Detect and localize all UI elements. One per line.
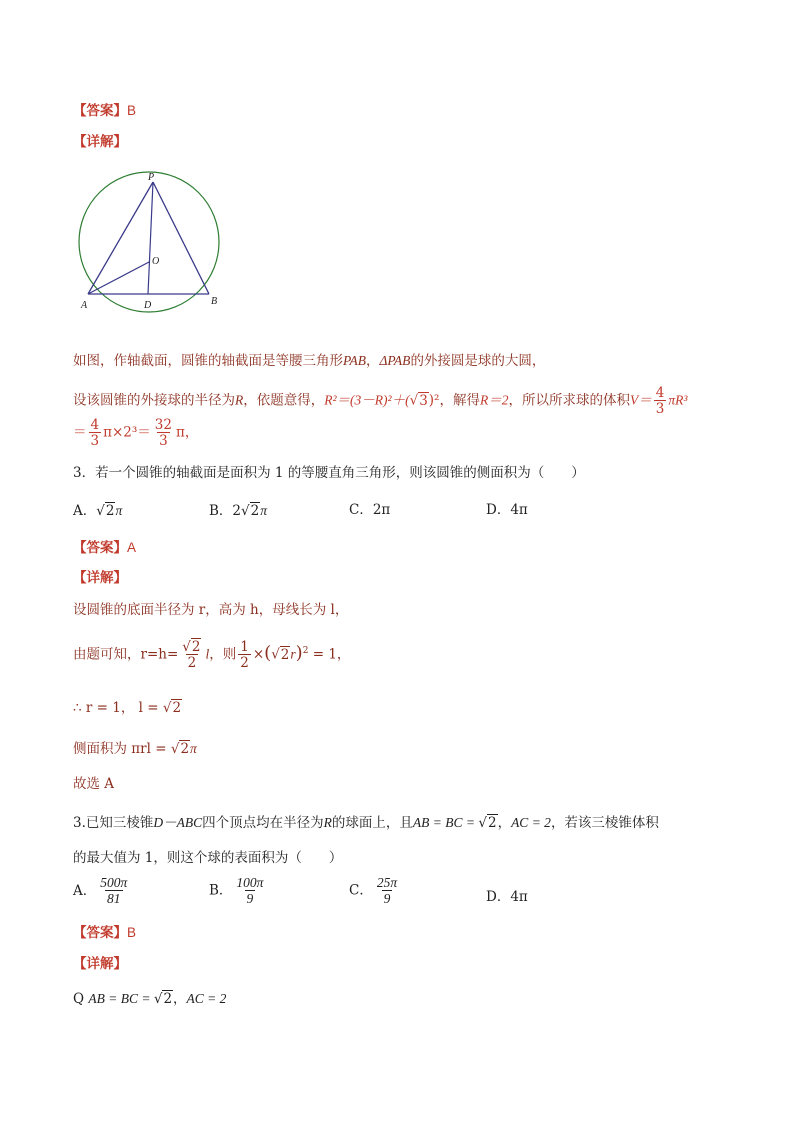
text: ， xyxy=(497,815,512,831)
answer-value: A xyxy=(127,540,137,555)
label-d: D xyxy=(144,300,152,311)
equation: AC = 2 xyxy=(186,991,227,1006)
text: Q xyxy=(73,991,89,1007)
denominator: 9 xyxy=(246,891,254,907)
text: 3.已知三棱锥 xyxy=(73,815,154,831)
equation: AC = 2 xyxy=(511,815,551,830)
fraction xyxy=(89,418,102,448)
radius-symbol: R xyxy=(235,392,244,408)
answer-row-2 xyxy=(73,541,136,556)
denominator: 9 xyxy=(383,891,391,907)
answer-tag: 【答案】 xyxy=(73,103,127,119)
sqrt-value: 2 xyxy=(105,503,115,519)
label-p: P xyxy=(148,172,155,183)
text: = 1， xyxy=(312,646,351,663)
coefficient: 2 xyxy=(232,503,242,519)
solution-1-line-1 xyxy=(73,354,545,369)
numerator: 4 xyxy=(655,385,665,401)
sqrt-value: 3 xyxy=(419,392,428,409)
answer-row-3 xyxy=(73,926,136,941)
result: R＝2 xyxy=(479,392,509,408)
answer-tag: 【答案】 xyxy=(73,540,127,556)
denominator: 3 xyxy=(655,401,665,418)
pi: π xyxy=(190,741,197,756)
sqrt-value: 2 xyxy=(280,646,290,663)
option-label: A． xyxy=(73,882,97,899)
text: ，所以所求球的体积 xyxy=(508,392,630,409)
sqrt-value: 2 xyxy=(172,700,182,716)
pyramid-name: D－ABC xyxy=(153,815,203,830)
sqrt-value: 2 xyxy=(487,815,497,831)
option-c[interactable] xyxy=(349,876,401,906)
option-label: A． xyxy=(73,503,97,519)
question-3a-text: 3．若一个圆锥的轴截面是面积为 1 的等腰直角三角形，则该圆锥的侧面积为（ ） xyxy=(73,465,585,481)
option-label: B． xyxy=(209,503,233,519)
text: ＝ xyxy=(73,424,87,441)
sqrt-value: 2 xyxy=(250,503,260,519)
option-d[interactable]: D．4π xyxy=(486,502,528,518)
variable: r xyxy=(290,646,296,662)
fraction: $\frac{√2}{2}$ xyxy=(182,639,201,672)
triangle-name: PAB xyxy=(343,353,366,368)
solution-2-line-5: 故选 A xyxy=(73,776,115,792)
text: π×2³＝ xyxy=(103,424,151,441)
numerator: 4 xyxy=(90,417,100,433)
numerator: 500π xyxy=(100,875,128,890)
detail-tag: 【详解】 xyxy=(73,956,127,972)
label-b: B xyxy=(211,296,218,307)
detail-tag: 【详解】 xyxy=(73,134,127,150)
radius-symbol: R xyxy=(323,815,332,830)
text: ， xyxy=(173,991,187,1007)
text: ，若该三棱锥体积 xyxy=(550,815,659,831)
solution-1-line-2: 设该圆锥的外接球的半径为R，依题意得，R²＝(3－R)²＋(√3)²，解得R＝2，所以所求球的体积V＝ $\frac{4}{3}$ πR³ xyxy=(73,385,688,418)
denominator: 2 xyxy=(240,655,249,672)
detail-tag: 【详解】 xyxy=(73,570,127,586)
denominator: 3 xyxy=(159,433,168,450)
fraction xyxy=(238,640,251,670)
text: ，解得 xyxy=(439,392,480,409)
text: 设该圆锥的外接球的半径为 xyxy=(73,392,235,409)
text: 的球面上，且 xyxy=(331,815,413,831)
text: 的外接圆是球的大圆， xyxy=(410,353,546,369)
fraction xyxy=(375,876,399,906)
fraction xyxy=(654,386,667,416)
triangle-symbol: ΔPAB xyxy=(379,353,411,368)
sqrt-value: 2 xyxy=(180,741,190,757)
label-a: A xyxy=(81,300,88,311)
variable: l xyxy=(205,646,210,662)
text: 如图，作轴截面，圆锥的轴截面是等腰三角形 xyxy=(73,353,343,369)
denominator: 81 xyxy=(107,891,121,907)
denominator: 2 xyxy=(187,655,197,672)
numerator: 100π xyxy=(236,875,264,890)
answer-tag: 【答案】 xyxy=(73,925,127,941)
solution-2-line-2: 由题可知，r=h= $\frac{√2}{2}$ l，则 $\frac{1}{2}$ $\times(√2r)^2 = 1$， xyxy=(73,639,351,672)
sqrt-value: 2 xyxy=(163,991,173,1007)
equation: AB = BC = xyxy=(412,815,479,830)
text: ∴ r = 1， l = xyxy=(73,700,163,716)
answer-value: B xyxy=(127,103,137,118)
answer-value: B xyxy=(127,925,137,940)
pi: π xyxy=(115,503,123,518)
option-b[interactable] xyxy=(209,876,267,906)
option-b[interactable]: B．2√2π xyxy=(209,503,267,519)
equation: )² xyxy=(428,392,440,409)
equation: R²＝(3－R)²＋( xyxy=(324,392,410,408)
cone-section-figure xyxy=(72,168,232,318)
numerator: 25π xyxy=(376,875,398,890)
solution-1-line-3 xyxy=(73,418,198,448)
circumscribed-circle xyxy=(79,172,219,312)
option-a[interactable]: A．√2π xyxy=(73,503,123,519)
text: 四个顶点均在半径为 xyxy=(202,815,324,831)
solution-3-line-1: Q AB = BC = √2，AC = 2 xyxy=(73,991,227,1007)
volume-symbol: V＝ xyxy=(629,392,652,408)
text: ，则 xyxy=(209,646,237,663)
text: × xyxy=(252,646,265,663)
option-d[interactable]: D．4π xyxy=(486,889,528,905)
label-o: O xyxy=(152,256,160,267)
solution-2-line-3: ∴ r = 1， l = √2 xyxy=(73,700,182,716)
option-c[interactable]: C．2π xyxy=(349,502,391,518)
text: ，依题意得， xyxy=(243,392,325,409)
pi: π xyxy=(260,503,267,518)
text: ， xyxy=(366,353,380,369)
question-3b-line-2: 的最大值为 1，则这个球的表面积为（ ） xyxy=(73,850,343,866)
text: 由题可知，r=h= xyxy=(73,646,179,663)
option-label: C． xyxy=(349,882,373,899)
fraction xyxy=(153,418,174,448)
question-3a-options xyxy=(73,502,528,519)
edge-pb xyxy=(153,182,209,294)
question-3b-line-1: 3.已知三棱锥D－ABC四个顶点均在半径为R的球面上，且AB = BC = √2，AC = 2，若该三棱锥体积 xyxy=(73,815,659,831)
sqrt-value: 2 xyxy=(191,639,201,655)
equation: AB = BC = xyxy=(88,991,154,1006)
solution-2-line-4: 侧面积为 πrl = √2π xyxy=(73,741,197,757)
answer-row-1 xyxy=(73,104,136,119)
fraction xyxy=(98,876,129,906)
numerator: 1 xyxy=(240,639,249,655)
text: π， xyxy=(175,424,199,441)
numerator: 32 xyxy=(154,417,172,433)
option-label: B． xyxy=(209,882,233,899)
solution-2-line-1: 设圆锥的底面半径为 r，高为 h，母线长为 l， xyxy=(73,602,349,618)
formula: πR³ xyxy=(668,392,688,408)
denominator: 3 xyxy=(90,433,100,450)
text: 侧面积为 πrl = xyxy=(73,741,171,757)
fraction xyxy=(234,876,265,906)
height-pd xyxy=(148,182,153,294)
